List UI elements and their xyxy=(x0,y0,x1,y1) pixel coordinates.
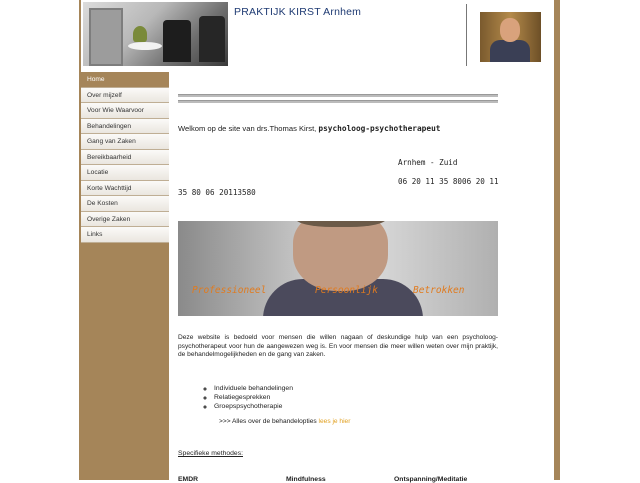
intro-paragraph: Deze website is bedoeld voor mensen die willen nagaan of deskundige hulp van een psycholoog-psychotherapeut voor hun de aangewezen weg is. En voor mensen die meer willen weten over mijn praktijk, de behandelmogelijkheden en de gang van zaken. xyxy=(178,334,498,359)
list-item: ◦ Groepspsychotherapie xyxy=(214,402,293,411)
nav-item-links[interactable]: Links xyxy=(81,227,169,243)
office-photo xyxy=(83,2,228,66)
plant-shape xyxy=(133,26,147,42)
method-column-header: Ontspanning/Meditatie xyxy=(394,476,468,483)
nav-item-locatie[interactable]: Locatie xyxy=(81,165,169,181)
treatment-list xyxy=(194,384,293,411)
portrait-body xyxy=(490,40,530,62)
nav-item-home[interactable]: Home xyxy=(81,72,169,88)
chair-shape xyxy=(163,20,191,62)
header xyxy=(81,0,554,70)
list-item: ◦ Relatiegesprekken xyxy=(214,393,293,402)
chair-shape xyxy=(199,16,225,62)
nav-item-over-mijzelf[interactable]: Over mijzelf xyxy=(81,88,169,104)
nav-item-voor-wie-waarvoor[interactable]: Voor Wie Waarvoor xyxy=(81,103,169,119)
banner-word: Persoonlijk xyxy=(315,285,378,296)
location-text: Arnhem - Zuid xyxy=(398,158,458,167)
nav-item-de-kosten[interactable]: De Kosten xyxy=(81,196,169,212)
read-more-link[interactable]: lees je hier xyxy=(318,418,351,425)
nav-item-gang-van-zaken[interactable]: Gang van Zaken xyxy=(81,134,169,150)
phone-text: 06 20 11 35 8006 20 11 xyxy=(398,177,499,186)
method-column-header: Mindfulness xyxy=(286,476,326,483)
method-column-header: EMDR xyxy=(178,476,199,483)
header-divider xyxy=(466,4,467,66)
banner-face xyxy=(293,221,388,291)
nav-item-bereikbaarheid[interactable]: Bereikbaarheid xyxy=(81,150,169,166)
list-item: ◦ Individuele behandelingen xyxy=(214,384,293,393)
profession-title: psycholoog-psychotherapeut xyxy=(318,124,441,133)
welcome-line xyxy=(178,124,440,133)
portrait-photo xyxy=(480,12,541,62)
nav-item-korte-wachttijd[interactable]: Korte Wachttijd xyxy=(81,181,169,197)
banner-word: Professioneel xyxy=(192,285,267,296)
page-frame xyxy=(79,0,560,483)
banner-image xyxy=(178,221,498,316)
site-title: PRAKTIJK KIRST Arnhem xyxy=(234,6,362,18)
phone-continued-text: 35 80 06 20113580 xyxy=(178,188,256,197)
portrait-head xyxy=(500,18,520,42)
divider-line xyxy=(178,94,498,97)
divider-line xyxy=(178,100,498,103)
welcome-text: Welkom op de site van drs.Thomas Kirst, xyxy=(178,124,319,133)
more-line xyxy=(219,418,350,425)
top-rules xyxy=(178,94,498,106)
shelf-shape xyxy=(89,8,123,66)
nav-item-overige-zaken[interactable]: Overige Zaken xyxy=(81,212,169,228)
banner-word: Betrokken xyxy=(413,285,465,296)
specific-methods-heading: Specifieke methodes: xyxy=(178,450,243,457)
more-prefix: >>> Alles over de behandelopties xyxy=(219,418,319,425)
sidebar-nav xyxy=(81,72,169,480)
table-shape xyxy=(128,42,162,50)
nav-item-behandelingen[interactable]: Behandelingen xyxy=(81,119,169,135)
